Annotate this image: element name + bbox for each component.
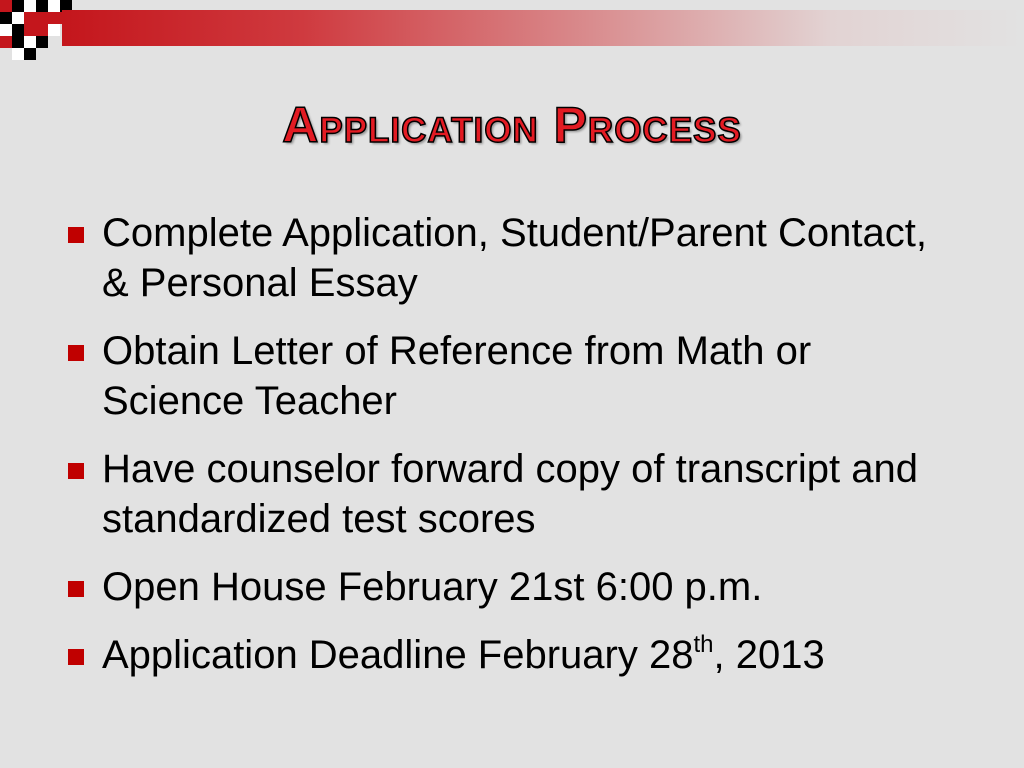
square-bullet-icon (68, 581, 84, 597)
header-gradient-band (62, 10, 1024, 46)
square-bullet-icon (68, 227, 84, 243)
bullet-item (64, 630, 964, 680)
bullet-list (64, 208, 964, 698)
square-bullet-icon (68, 649, 84, 665)
slide-title: Application Process (282, 97, 742, 153)
bullet-item (64, 562, 964, 612)
bullet-text: Open House February 21st 6:00 p.m. (102, 565, 763, 609)
bullet-text-before: Application Deadline February 28 (102, 633, 694, 677)
bullet-text-after: , 2013 (713, 633, 825, 677)
square-bullet-icon (68, 345, 84, 361)
bullet-item (64, 208, 964, 308)
ordinal-superscript: th (693, 631, 714, 658)
bullet-text: Complete Application, Student/Parent Contact, & Personal Essay (102, 211, 927, 305)
bullet-text: Obtain Letter of Reference from Math or Science Teacher (102, 329, 812, 423)
bullet-item (64, 444, 964, 544)
bullet-text: Have counselor forward copy of transcript and standardized test scores (102, 447, 918, 541)
bullet-item (64, 326, 964, 426)
square-bullet-icon (68, 463, 84, 479)
